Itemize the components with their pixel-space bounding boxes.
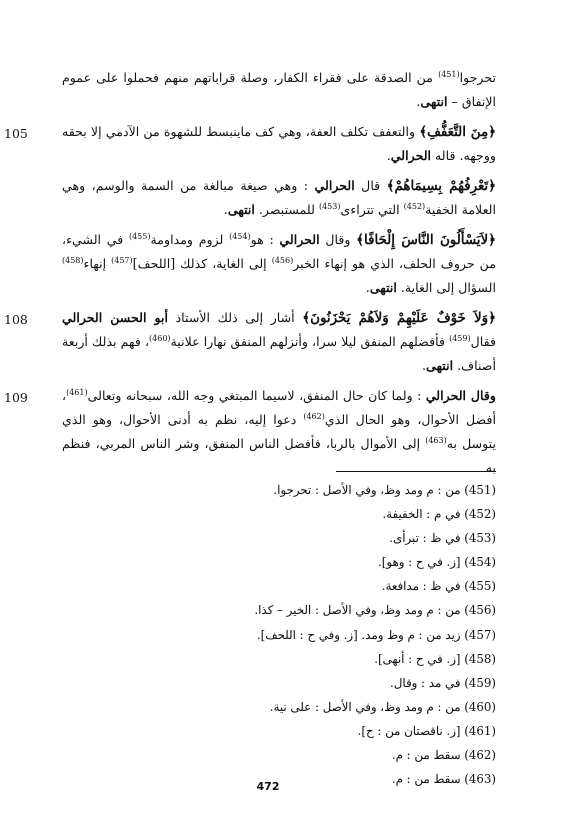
bold-term: انتهى [227, 202, 255, 217]
bold-term: وقال الحرالي [425, 388, 496, 403]
footnote-item: (461) [ز. ناقصتان من : ح]. [357, 723, 496, 738]
bold-term: أبو الحسن الحرالي [62, 310, 168, 325]
text-run: إلى الغاية، كذلك [اللحف] [132, 256, 272, 271]
text-run: السؤال إلى الغاية. [396, 280, 496, 295]
paragraph [4, 306, 496, 378]
text-run: لزوم ومداومة [150, 232, 230, 247]
text-run: قال [354, 178, 387, 193]
text-run: : هو [250, 232, 280, 247]
footnote-ref: (451) [438, 69, 460, 79]
footnote-ref: (459) [449, 333, 471, 343]
text-run: . [421, 358, 426, 373]
footnote-ref: (461) [66, 387, 88, 397]
text-run: والتعفف تكلف العفة، وهي كف ماينبسط للشهوة من الآدمي إلا بحقه ووجهه. قاله [62, 124, 496, 163]
footnote-ref: (458) [62, 255, 84, 265]
text-run: أشار إلى ذلك الأستاذ [167, 310, 303, 325]
footnote-item: (454) [ز. في ح : وهو]. [378, 555, 496, 570]
footnote-item: (451) من : م ومد وظ، وفي الأصل : تحرجوا. [273, 483, 496, 497]
text-run: : ولما كان حال المنفق، لاسيما المبتغي وجه الله، سبحانه وتعالى [87, 388, 426, 403]
text-run: التي تتراءى [340, 202, 404, 217]
main-text [4, 66, 497, 486]
bold-term: الحرالي [279, 232, 320, 247]
text-run: . [365, 280, 370, 295]
bold-term: انتهى [425, 358, 454, 373]
footnote-item: (457) زيد من : م وظ ومد. [ز. وفي ح : اللحف]. [256, 627, 496, 642]
text-run: إلى الأموال بالربا، فأفضل الناس المنفق، وشر الناس المربي، فنظم به [62, 436, 496, 475]
paragraph-list [4, 120, 497, 480]
text-run: ، أفضل الأحوال، وهو الحال الذي [62, 388, 496, 427]
footnote-ref: (460) [149, 333, 171, 343]
text-run: فقال [470, 334, 496, 349]
paragraph-number: 109 [4, 390, 28, 405]
text-run: . [416, 94, 421, 109]
footnote-item: (459) في مد : وقال. [390, 675, 496, 690]
text-run: في الشيء، من حروف الحلف، الذي هو إنهاء الخبر [62, 232, 496, 271]
paragraph [62, 228, 496, 300]
quran-quote: ﴿مِنَ التَّعَفُّفِ﴾ [419, 124, 496, 140]
footnote-item: (462) سقط من : م. [391, 748, 496, 763]
footnote-item: (458) [ز. في ح : أنهى]. [374, 651, 496, 666]
text-run: . [386, 148, 391, 163]
text-run: ، فهم بذلك أربعة أصناف. [62, 334, 496, 373]
footnote-ref: (457) [111, 255, 133, 265]
text-run: من الصدقة على فقراء الكفار، وصلة قراباتهم منهم فحملوا على عموم الإنفاق – [62, 70, 496, 109]
footnote-item: (460) من : م ومد وظ، وفي الأصل : على نية. [269, 699, 496, 714]
paragraph [4, 384, 496, 480]
footnote-item: (455) في ظ : مدافعة. [381, 579, 496, 594]
quran-quote: ﴿لاَيَسْأَلُونَ النَّاسَ إِلْحَافًا﴾ [356, 232, 497, 248]
footnote-ref: (453) [318, 201, 341, 211]
footnote-ref: (462) [303, 411, 325, 421]
quran-quote: ﴿تَعْرِفُهُمْ بِسِيمَاهُمْ﴾ [386, 178, 497, 194]
bold-term: الحرالي [390, 148, 432, 163]
footnote-ref: (454) [229, 231, 251, 241]
paragraph-number: 108 [4, 312, 28, 327]
bold-term: الحرالي [314, 178, 355, 193]
page-number: 472 [256, 780, 280, 793]
footnote-item: (456) من : م ومد وظ، وفي الأصل : الخير – كذا. [254, 603, 496, 618]
paragraph [62, 174, 496, 222]
text-run: : وهي صيغة مبالغة من السمة والوسم، وهي العلامة الخفية [62, 178, 496, 217]
paragraph-number: 105 [4, 126, 28, 141]
footnote-ref: (456) [271, 255, 294, 265]
text-run: . [223, 202, 228, 217]
footnote-separator [336, 471, 496, 472]
intro-paragraph [62, 66, 496, 114]
text-run: للمستبصر. [254, 202, 319, 217]
footnote-item: (452) في م : الخفيفة. [382, 507, 496, 522]
text-run: إنهاء [83, 256, 112, 271]
text-run: فأفضلهم المنفق ليلا سرا، وأنزلهم المنفق نهارا علانية [170, 334, 450, 349]
text-run: وقال [319, 232, 357, 247]
text-run: تحرجوا [459, 70, 496, 85]
footnote-ref: (463) [425, 435, 447, 445]
bold-term: انتهى [420, 94, 448, 109]
paragraph [4, 120, 496, 168]
bold-term: انتهى [369, 280, 397, 295]
footnote-item: (463) سقط من : م. [391, 772, 496, 787]
quran-quote: ﴿وَلاَ خَوْفٌ عَلَيْهِمْ وَلاَهُمْ يَحْزَنُونَ﴾ [302, 310, 496, 326]
text-run: دعوا إليه، نظم به أدنى الأحوال، وهو الذي يتوسل به [62, 412, 496, 451]
footnotes [150, 478, 496, 791]
footnote-ref: (452) [403, 201, 426, 211]
footnote-item: (453) في ظ : تبرأى. [389, 531, 496, 546]
footnote-ref: (455) [128, 231, 151, 241]
